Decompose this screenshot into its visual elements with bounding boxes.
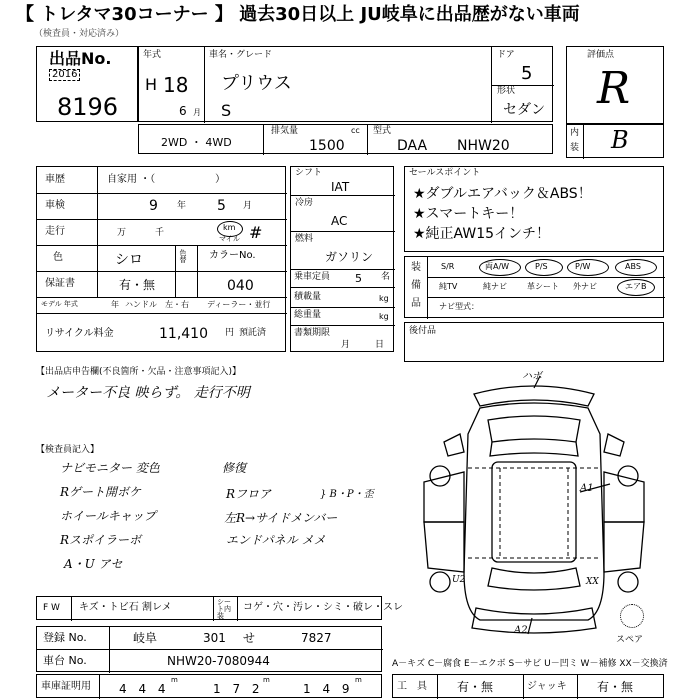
month-unit: 月 [193, 108, 201, 117]
gross-unit: kg [379, 312, 389, 321]
sales-point-2: ★スマートキー！ [413, 206, 524, 222]
mileage-man: 万 [117, 228, 127, 238]
fw-label: F W [43, 603, 60, 613]
damage-legend: A－キズ C－腐食 E－エクボ S－サビ U－凹ミ W－補修 XX－交換済 [392, 659, 668, 669]
tools-value: 有・無 [457, 680, 494, 694]
doors-label: ドア [497, 50, 515, 60]
score-box [566, 46, 664, 124]
fuel-label: 燃料 [295, 234, 314, 244]
capacity-unit: 名 [381, 272, 391, 282]
displacement-label: 排気量 [271, 126, 299, 136]
spare-label: スペア [616, 635, 644, 645]
diagram-mark-br: XX [586, 577, 599, 587]
mid-details [290, 166, 394, 352]
registration-num1: 301 [203, 631, 226, 645]
year-value: 18 [163, 73, 189, 97]
equip-pw: P/W [575, 262, 591, 271]
diagram-mark-right: A1 [580, 483, 594, 494]
aftermarket-label: 後付品 [409, 326, 437, 336]
tools-label: 工 具 [397, 681, 427, 692]
registration-num2: 7827 [301, 631, 332, 645]
recycle-unit: 円 [225, 328, 235, 338]
drive-value: 2WD ・ 4WD [161, 136, 232, 149]
inspection-month-unit: 月 [243, 201, 253, 211]
papers-month: 月 [341, 340, 351, 350]
equip-navi: 純ナビ [483, 282, 507, 291]
inspector-left-4: Rスポイラーボ [60, 533, 142, 547]
diagram-mark-top: ハボ [522, 371, 542, 382]
inspector-left-5: A・U アセ [64, 557, 123, 571]
inspector-label: 【検査員記入】 [36, 445, 100, 455]
shift-value: IAT [331, 180, 350, 194]
banner [0, 0, 700, 30]
cert-digits-1: 4 4 4 [119, 682, 170, 696]
sales-point-1: ★ダブルエアバック＆ABS！ [413, 186, 592, 202]
equip-navi-model: ナビ型式： [439, 302, 479, 311]
jack-value: 有・無 [597, 680, 634, 694]
score-value: R [597, 63, 631, 114]
equip-abs: ABS [625, 262, 641, 271]
history-value: 自家用 ・（ ） [107, 174, 226, 185]
shift-label: シフト [295, 168, 323, 178]
exhibitor-notes-label: 【出品店申告欄(不良箇所・欠品・注意事項記入)】 [36, 367, 242, 377]
color-value: シロ [115, 252, 143, 268]
sales-point-3: ★純正AW15インチ！ [413, 226, 551, 242]
fw-row [36, 596, 403, 620]
mileage-sen: 千 [155, 228, 165, 238]
interior-label-top: 内 [570, 128, 580, 138]
color-label: 色 [53, 252, 63, 263]
interior-label-bottom: 装 [570, 143, 580, 153]
papers-day: 日 [375, 340, 385, 350]
diagram-mark-bottom: A2 [514, 625, 528, 636]
inspector-right-4: エンドパネル メメ [226, 533, 326, 547]
recycle-value: 11,410 [159, 326, 208, 342]
car-grade: S [221, 101, 232, 120]
header-row [138, 46, 553, 122]
registration-label: 登録 No. [43, 631, 87, 644]
tools-box [392, 674, 664, 698]
inspection-label: 車検 [45, 200, 65, 211]
shape-value: セダン [503, 102, 546, 118]
model-code-value: NHW20 [457, 138, 510, 154]
equip-leather: 革シート [527, 282, 559, 291]
equip-aw: 両A/W [485, 262, 510, 271]
score-label: 評価点 [587, 50, 615, 60]
name-label: 車名・グレード [209, 50, 273, 60]
inspector-left-3: ホイールキャップ [60, 509, 156, 523]
ac-label: 冷房 [295, 198, 314, 208]
shape-label: 形状 [497, 86, 516, 96]
inspector-right-1: 修復 [222, 461, 247, 475]
color-change-label: 色替 [179, 249, 187, 263]
spare-circle [620, 604, 644, 628]
inspector-right-3: 左R→サイドメンバー [224, 511, 338, 525]
history-label: 車歴 [45, 174, 65, 185]
month-value: 6 [179, 104, 187, 118]
mileage-unit-mile: マイル [219, 235, 240, 243]
equip-ps: P/S [535, 262, 548, 271]
fuel-value: ガソリン [325, 250, 374, 264]
cert-unit-1: m [171, 676, 178, 684]
model-change-items: ハンドル 左・右 [125, 300, 189, 309]
color-number: 040 [227, 278, 254, 294]
displacement-unit: cc [351, 126, 360, 135]
model-code-label: 型式 [373, 126, 392, 136]
fw-text: キズ・トビ石 割レメ [79, 602, 172, 613]
equip-ext-navi: 外ナビ [573, 282, 597, 291]
cert-digits-2: 1 7 2 [213, 682, 264, 696]
fw-seat-text: コゲ・穴・汚レ・シミ・破レ・スレ [243, 602, 403, 613]
banner-text: 【 トレタマ30コーナー 】 過去30日以上 JU岐阜に出品歴がない車両 [16, 4, 580, 25]
gross-label: 総重量 [294, 310, 322, 320]
doors-value: 5 [521, 63, 533, 84]
equip-sr: S/R [441, 262, 455, 271]
registration [36, 626, 382, 672]
equip-tv: 純TV [439, 282, 458, 291]
sales-points-label: セールスポイント [409, 168, 481, 178]
model-change-dealer: ディーラー・並行 [207, 300, 271, 309]
warranty-label: 保証書 [45, 278, 75, 289]
equipment-label-3: 品 [411, 298, 421, 309]
left-details [36, 166, 286, 352]
capacity-label: 乗車定員 [294, 272, 331, 282]
cert-unit-3: m [355, 676, 362, 684]
registration-place: 岐阜 [133, 631, 158, 645]
lot-year-tag: 2016 [49, 69, 80, 81]
subhead: （検査員・対応済み） [34, 29, 125, 39]
cert-unit-2: m [263, 676, 270, 684]
model-code-prefix: DAA [397, 138, 428, 154]
spec-row [138, 124, 553, 154]
car-name: プリウス [221, 73, 292, 94]
chassis-label: 車台 No. [43, 654, 87, 667]
inspector-left-1: ナビモニター 変色 [60, 461, 160, 475]
chassis-value: NHW20-7080944 [167, 654, 270, 668]
recycle-label: リサイクル料金 [45, 328, 114, 339]
model-change-label: モデル 年式 [41, 300, 78, 308]
interior-value: B [611, 126, 629, 154]
jack-label: ジャッキ [527, 681, 567, 692]
inspection-year-unit: 年 [177, 201, 187, 211]
year-label: 年式 [143, 50, 162, 60]
diagram-mark-bl: U2 [452, 575, 466, 585]
load-unit: kg [379, 294, 389, 303]
equipment [404, 256, 664, 318]
papers-label: 書類期限 [294, 328, 331, 338]
inspector-bracket: } B・P・歪 [320, 489, 374, 500]
equip-airbag: エアB [625, 282, 647, 291]
inspection-year: 9 [149, 198, 158, 214]
inspector-right-2: Rフロア [226, 487, 272, 501]
displacement-value: 1500 [309, 138, 345, 154]
interior-box [566, 124, 664, 158]
cert-row [36, 674, 382, 698]
exhibitor-notes-text: メーター不良 映らず。 走行不明 [46, 385, 250, 401]
color-number-label: カラーNo. [209, 250, 256, 261]
inspection-month: 5 [217, 198, 226, 214]
equipment-label-2: 備 [411, 280, 421, 291]
load-label: 積載量 [294, 292, 322, 302]
lot-box [36, 46, 138, 122]
registration-kana: せ [243, 631, 256, 645]
model-change-year: 年 [111, 300, 119, 309]
year-era: H [145, 75, 158, 94]
mileage-note: # [249, 223, 263, 242]
mileage-label: 走行 [45, 226, 65, 237]
cert-label: 車庫証明用 [41, 681, 91, 692]
recycle-note: 預託済 [239, 328, 267, 338]
ac-value: AC [331, 214, 348, 228]
inspector-left-2: Rゲート開ボケ [60, 485, 142, 499]
car-diagram [404, 372, 664, 642]
capacity-value: 5 [355, 272, 362, 285]
warranty-value: 有・無 [119, 278, 156, 292]
mileage-unit-km: km [223, 223, 236, 232]
sales-points [404, 166, 664, 252]
lot-number: 8196 [57, 93, 119, 121]
aftermarket [404, 322, 664, 362]
lot-label: 出品No. [49, 49, 112, 68]
equipment-label-1: 装 [411, 262, 421, 273]
cert-digits-3: 1 4 9 [303, 682, 354, 696]
fw-seat-label: シート内装 [217, 598, 231, 620]
